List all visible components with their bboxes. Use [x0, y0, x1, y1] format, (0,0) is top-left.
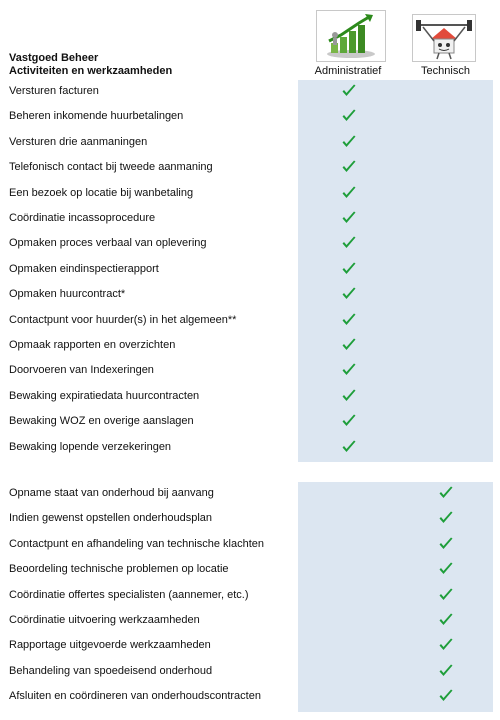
- table-row: [0, 385, 500, 410]
- house-weightlifting-icon: [412, 14, 476, 62]
- checkmark-icon: [438, 510, 454, 526]
- table-row: [0, 507, 500, 532]
- column-header-administratief: Administratief: [314, 65, 382, 77]
- title-line-1: Vastgoed Beheer: [9, 52, 99, 64]
- checkmark-icon: [341, 261, 357, 277]
- row-label: Contactpunt en afhandeling van technische klachten: [9, 537, 265, 550]
- table-row: [0, 584, 500, 609]
- checkmark-icon: [438, 561, 454, 577]
- checkmark-icon: [341, 312, 357, 328]
- checkmark-icon: [341, 388, 357, 404]
- row-label: Behandeling van spoedeisend onderhoud: [9, 664, 213, 677]
- table-row: [0, 258, 500, 283]
- row-label: Contactpunt voor huurder(s) in het algemeen**: [9, 313, 237, 326]
- table-row: [0, 558, 500, 583]
- checkmark-icon: [341, 235, 357, 251]
- checkmark-icon: [341, 134, 357, 150]
- table-row: [0, 685, 500, 710]
- row-label: Een bezoek op locatie bij wanbetaling: [9, 186, 194, 199]
- row-label: Indien gewenst opstellen onderhoudsplan: [9, 512, 213, 525]
- checkmark-icon: [438, 612, 454, 628]
- checkmark-icon: [341, 185, 357, 201]
- row-label: Coördinatie offertes specialisten (aannemer, etc.): [9, 588, 249, 601]
- row-label: Opname staat van onderhoud bij aanvang: [9, 487, 214, 499]
- column-header-technisch: Technisch: [421, 65, 470, 77]
- table-row: [0, 309, 500, 334]
- checkmark-icon: [341, 337, 357, 353]
- title-line-2: Activiteiten en werkzaamheden: [9, 65, 173, 77]
- checkmark-icon: [438, 587, 454, 603]
- table-row: [0, 410, 500, 435]
- table-row: [0, 609, 500, 634]
- checkmark-icon: [438, 485, 454, 501]
- checkmark-icon: [341, 413, 357, 429]
- checkmark-icon: [438, 688, 454, 704]
- row-label: Versturen facturen: [9, 85, 99, 97]
- row-label: Opmaken eindinspectierapport: [9, 262, 159, 275]
- table-row: [0, 207, 500, 232]
- table-row: [0, 533, 500, 558]
- checkmark-icon: [341, 210, 357, 226]
- table-row: [0, 232, 500, 257]
- table-row: [0, 660, 500, 685]
- row-label: Telefonisch contact bij tweede aanmaning: [9, 161, 213, 174]
- row-label: Bewaking expiratiedata huurcontracten: [9, 389, 200, 402]
- table-row: [0, 156, 500, 181]
- checkmark-icon: [341, 108, 357, 124]
- checkmark-icon: [341, 83, 357, 99]
- row-label: Rapportage uitgevoerde werkzaamheden: [9, 639, 211, 652]
- row-label: Opmaken huurcontract*: [9, 288, 126, 301]
- table-row: [0, 105, 500, 130]
- table-row: [0, 634, 500, 659]
- row-label: Versturen drie aanmaningen: [9, 135, 148, 148]
- row-label: Beoordeling technische problemen op locatie: [9, 563, 229, 576]
- row-label: Bewaking WOZ en overige aanslagen: [9, 415, 194, 428]
- row-label: Doorvoeren van Indexeringen: [9, 364, 154, 377]
- row-label: Opmaak rapporten en overzichten: [9, 339, 176, 351]
- table-row: [0, 283, 500, 308]
- checkmark-icon: [341, 362, 357, 378]
- table-row: [0, 359, 500, 384]
- table-row: [0, 334, 500, 359]
- growth-chart-icon: [316, 10, 386, 62]
- table-row: [0, 436, 500, 461]
- checkmark-icon: [438, 637, 454, 653]
- table-row: [0, 482, 500, 507]
- checkmark-icon: [438, 536, 454, 552]
- page-title: [9, 52, 172, 78]
- checkmark-icon: [341, 286, 357, 302]
- row-label: Opmaken proces verbaal van oplevering: [9, 237, 207, 250]
- row-label: Coördinatie incassoprocedure: [9, 212, 156, 224]
- row-label: Afsluiten en coördineren van onderhoudscontracten: [9, 690, 261, 703]
- table-row: [0, 131, 500, 156]
- row-label: Bewaking lopende verzekeringen: [9, 440, 172, 453]
- table-row: [0, 80, 500, 105]
- checkmark-icon: [438, 663, 454, 679]
- row-label: Coördinatie uitvoering werkzaamheden: [9, 614, 200, 626]
- checkmark-icon: [341, 159, 357, 175]
- table-row: [0, 182, 500, 207]
- row-label: Beheren inkomende huurbetalingen: [9, 110, 184, 123]
- checkmark-icon: [341, 439, 357, 455]
